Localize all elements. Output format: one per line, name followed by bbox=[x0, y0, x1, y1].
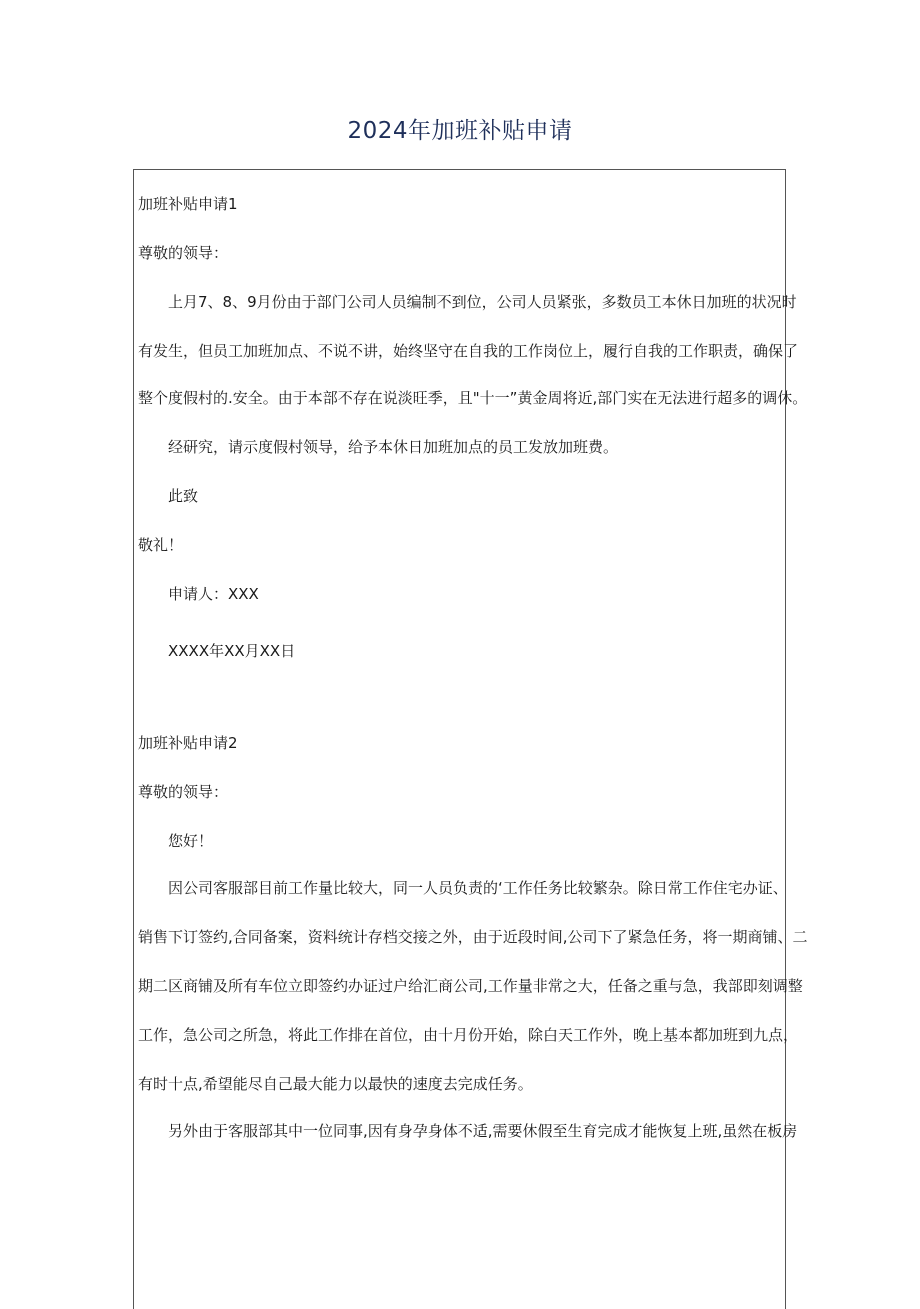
letter2-salutation: 尊敬的领导： bbox=[138, 783, 229, 801]
letter2-greeting: 您好！ bbox=[168, 832, 214, 850]
letter1-salutation: 尊敬的领导： bbox=[138, 244, 229, 262]
document-title: 2024年加班补贴申请 bbox=[347, 118, 573, 144]
letter2-paragraph2-line1: 另外由于客服部其中一位同事,因有身孕身体不适,需要休假至生育完成才能恢复上班,虽然在板房 bbox=[168, 1122, 798, 1140]
letter2-paragraph1-line5: 有时十点,希望能尽自己最大能力以最快的速度去完成任务。 bbox=[138, 1075, 533, 1093]
letter1-paragraph1-line1: 上月7、8、9月份由于部门公司人员编制不到位，公司人员紧张，多数员工本休日加班的状况时 bbox=[168, 293, 797, 311]
letter1-paragraph1-line2: 有发生，但员工加班加点、不说不讲，始终坚守在自我的工作岗位上，履行自我的工作职责，确保了 bbox=[138, 342, 799, 360]
letter2-paragraph1-line3: 期二区商铺及所有车位立即签约办证过户给汇商公司,工作量非常之大，任备之重与急，我部即刻调整 bbox=[138, 977, 803, 995]
letter1-paragraph2: 经研究，请示度假村领导，给予本休日加班加点的员工发放加班费。 bbox=[168, 438, 619, 456]
letter2-paragraph1-line2: 销售下订签约,合同备案，资料统计存档交接之外，由于近段时间,公司下了紧急任务，将一期商铺、二 bbox=[138, 928, 808, 946]
letter1-applicant: 申请人：XXX bbox=[168, 585, 259, 603]
letter2-paragraph1-line4: 工作，急公司之所急，将此工作排在首位，由十月份开始，除白天工作外，晚上基本都加班到九点， bbox=[138, 1026, 799, 1044]
letter-content-box bbox=[133, 169, 808, 1309]
letter1-heading: 加班补贴申请1 bbox=[138, 195, 238, 213]
letter1-closing-zhizhi: 此致 bbox=[168, 487, 199, 505]
letter1-paragraph1-line3: 整个度假村的.安全。由于本部不存在说淡旺季，且"十一”黄金周将近,部门实在无法进行超多的调休。 bbox=[138, 389, 808, 407]
letter1-date: XXXX年XX月XX日 bbox=[168, 642, 296, 660]
letter1-closing-jingli: 敬礼！ bbox=[138, 536, 184, 554]
letter2-heading: 加班补贴申请2 bbox=[138, 734, 238, 752]
letter2-paragraph1-line1: 因公司客服部目前工作量比较大，同一人员负责的‘工作任务比较繁杂。除日常工作住宅办证、 bbox=[168, 879, 788, 897]
